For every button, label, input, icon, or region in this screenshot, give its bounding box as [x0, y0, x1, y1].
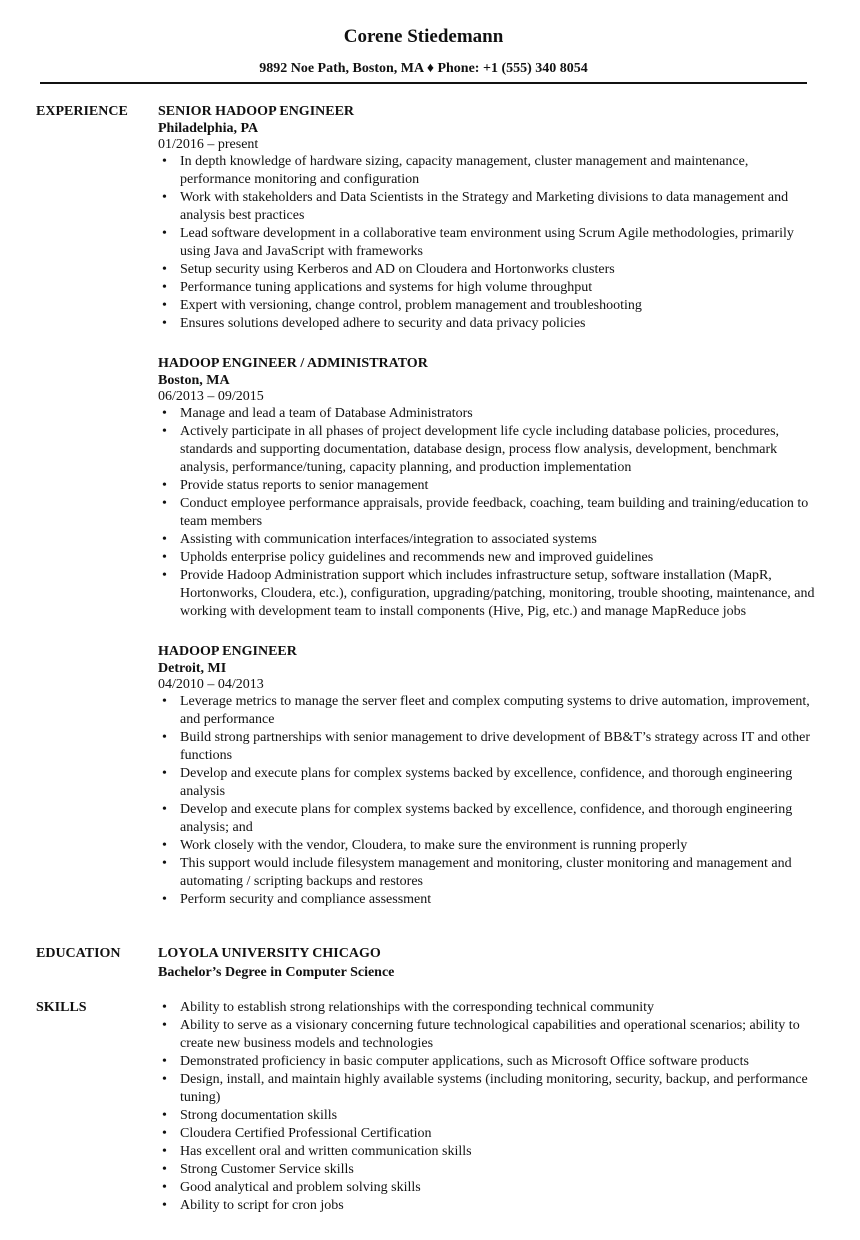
list-item: • Leverage metrics to manage the server fleet and complex computing systems to drive automation, improvement, and performance [158, 693, 820, 729]
job-entry [158, 643, 820, 909]
list-item: • Ability to serve as a visionary concerning future technological capabilities and operational scenarios; ability to create new business models and technologies [158, 1017, 820, 1053]
section-heading-skills: SKILLS [36, 1000, 87, 1015]
job-bullets [158, 405, 820, 621]
degree-name: Bachelor’s Degree in Computer Science [158, 965, 395, 980]
header-divider [40, 82, 807, 84]
list-item: • Demonstrated proficiency in basic computer applications, such as Microsoft Office software products [158, 1053, 820, 1071]
list-item: • Provide Hadoop Administration support which includes infrastructure setup, software installation (MapR, Hortonworks, Cloudera, etc.), configuration, upgrading/patching, monitoring, trouble shooting, maintenance, and working with development team to install components (Hive, Pig, etc.) and manage MapReduce jobs [158, 567, 820, 621]
list-item: • Ensures solutions developed adhere to security and data privacy policies [158, 315, 820, 333]
job-bullets [158, 693, 820, 909]
job-title: HADOOP ENGINEER / ADMINISTRATOR [158, 356, 428, 371]
skills-body [158, 999, 820, 1215]
school-name: LOYOLA UNIVERSITY CHICAGO [158, 946, 381, 961]
resume-header [40, 24, 807, 78]
list-item: • Perform security and compliance assessment [158, 891, 820, 909]
job-dates: 04/2010 – 04/2013 [158, 677, 264, 692]
job-location: Detroit, MI [158, 661, 227, 676]
list-item: • Actively participate in all phases of project development life cycle including database policies, procedures, standards and supporting documentation, database design, process flow analysis, development, benchmark analysis, performance/tuning, capacity planning, and production implementation [158, 423, 820, 477]
list-item: • Strong Customer Service skills [158, 1161, 820, 1179]
candidate-name: Corene Stiedemann [343, 26, 504, 47]
section-heading-experience: EXPERIENCE [36, 104, 128, 119]
job-title: SENIOR HADOOP ENGINEER [158, 104, 355, 119]
list-item: • Build strong partnerships with senior management to drive development of BB&T’s strategy across IT and other functions [158, 729, 820, 765]
list-item: • This support would include filesystem management and monitoring, cluster monitoring and management and automating / scripting backups and restores [158, 855, 820, 891]
skills-bullets [158, 999, 820, 1215]
list-item: • Assisting with communication interfaces/integration to associated systems [158, 531, 820, 549]
list-item: • Ability to script for cron jobs [158, 1197, 820, 1215]
list-item: • Develop and execute plans for complex systems backed by excellence, confidence, and thorough engineering analysis; and [158, 801, 820, 837]
education-section [36, 945, 820, 983]
job-dates: 06/2013 – 09/2015 [158, 389, 264, 404]
list-item: • In depth knowledge of hardware sizing, capacity management, cluster management and maintenance, performance monitoring and configuration [158, 153, 820, 189]
job-location: Philadelphia, PA [158, 121, 259, 136]
section-heading-education: EDUCATION [36, 946, 121, 961]
skills-section [36, 999, 820, 1215]
list-item: • Expert with versioning, change control, problem management and troubleshooting [158, 297, 820, 315]
list-item: • Has excellent oral and written communication skills [158, 1143, 820, 1161]
list-item: • Work closely with the vendor, Cloudera, to make sure the environment is running properly [158, 837, 820, 855]
job-dates: 01/2016 – present [158, 137, 259, 152]
list-item: • Cloudera Certified Professional Certification [158, 1125, 820, 1143]
experience-section [36, 103, 820, 925]
list-item: • Provide status reports to senior management [158, 477, 820, 495]
experience-list [158, 103, 820, 925]
list-item: • Ability to establish strong relationships with the corresponding technical community [158, 999, 820, 1017]
list-item: • Strong documentation skills [158, 1107, 820, 1125]
job-bullets [158, 153, 820, 333]
list-item: • Performance tuning applications and systems for high volume throughput [158, 279, 820, 297]
job-title: HADOOP ENGINEER [158, 644, 297, 659]
job-location: Boston, MA [158, 373, 230, 388]
list-item: • Manage and lead a team of Database Administrators [158, 405, 820, 423]
list-item: • Good analytical and problem solving skills [158, 1179, 820, 1197]
list-item: • Lead software development in a collaborative team environment using Scrum Agile methodologies, primarily using Java and JavaScript with frameworks [158, 225, 820, 261]
list-item: • Setup security using Kerberos and AD on Cloudera and Hortonworks clusters [158, 261, 820, 279]
education-body [158, 945, 820, 983]
list-item: • Upholds enterprise policy guidelines and recommends new and improved guidelines [158, 549, 820, 567]
list-item: • Work with stakeholders and Data Scientists in the Strategy and Marketing divisions to data management and analysis best practices [158, 189, 820, 225]
job-entry [158, 355, 820, 621]
job-entry [158, 103, 820, 333]
list-item: • Develop and execute plans for complex systems backed by excellence, confidence, and thorough engineering analysis [158, 765, 820, 801]
contact-line: 9892 Noe Path, Boston, MA ♦ Phone: +1 (555) 340 8054 [259, 61, 588, 76]
list-item: • Conduct employee performance appraisals, provide feedback, coaching, team building and training/education to team members [158, 495, 820, 531]
list-item: • Design, install, and maintain highly available systems (including monitoring, security, backup, and performance tuning) [158, 1071, 820, 1107]
